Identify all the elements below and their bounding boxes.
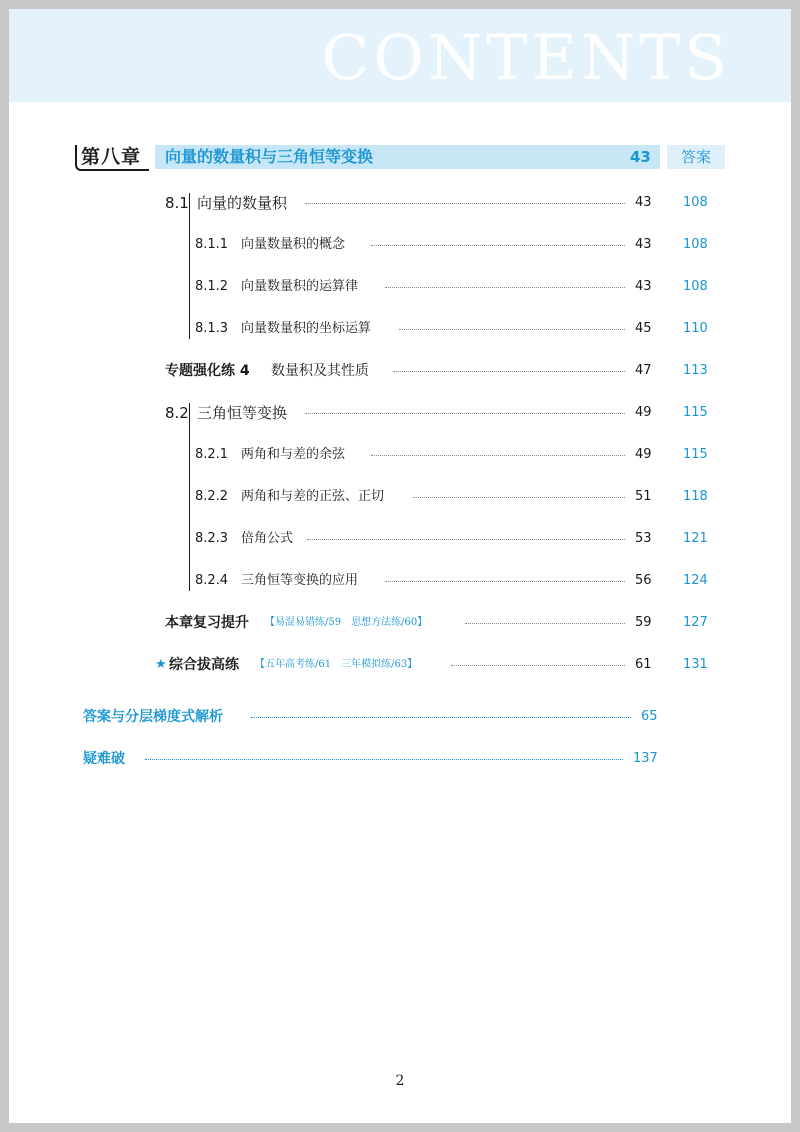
entry-page: 43 [635, 195, 652, 210]
entry-answer-page: 115 [683, 405, 708, 420]
header-banner [9, 9, 791, 102]
toc-entry-8-1-3[interactable] [195, 318, 725, 340]
leader-dots [371, 245, 625, 246]
chapter-label: 第八章 [81, 146, 142, 168]
leader-dots [145, 759, 623, 760]
entry-title: 向量数量积的概念 [241, 237, 346, 252]
entry-answer-page: 115 [683, 447, 708, 462]
section-8-1-line [189, 193, 190, 339]
entry-page: 45 [635, 321, 652, 336]
toc-entry-8-2-1[interactable] [195, 444, 725, 466]
entry-page: 56 [635, 573, 652, 588]
toc-entry-8-2-3[interactable] [195, 528, 725, 550]
toc-entry-8-2-2[interactable] [195, 486, 725, 508]
leader-dots [307, 539, 625, 540]
leader-dots [251, 717, 631, 718]
entry-title: 本章复习提升 [165, 615, 249, 631]
entry-answer-page: 110 [683, 321, 708, 336]
toc-page [9, 9, 791, 1123]
entry-title: 向量数量积的坐标运算 [241, 321, 372, 336]
entry-page: 49 [635, 447, 652, 462]
entry-number: 8.2.1 [195, 447, 229, 462]
entry-page: 61 [635, 657, 652, 672]
entry-number: 专题强化练 4 [165, 363, 250, 379]
entry-title: 数量积及其性质 [271, 363, 369, 379]
toc-entry-answers[interactable] [83, 706, 663, 728]
page-number: 2 [395, 1073, 405, 1089]
leader-dots [465, 623, 625, 624]
star-icon: ★ [155, 657, 167, 672]
entry-tag: 【五年高考练/61 三年模拟练/63】 [255, 659, 418, 670]
entry-number: 8.2.4 [195, 573, 229, 588]
toc-entry-comprehensive-practice[interactable] [155, 654, 725, 676]
toc-entry-chapter-review[interactable] [165, 612, 725, 634]
leader-dots [385, 287, 625, 288]
section-8-2-line [189, 403, 190, 591]
entry-page: 59 [635, 615, 652, 630]
contents-watermark: CONTENTS [321, 21, 731, 94]
toc-entry-8-2[interactable] [165, 402, 725, 424]
leader-dots [371, 455, 625, 456]
chapter-page: 43 [630, 148, 651, 166]
entry-title: 向量的数量积 [197, 194, 288, 212]
entry-answer-page: 131 [683, 657, 708, 672]
toc-entry-8-1-2[interactable] [195, 276, 725, 298]
entry-title: 疑难破 [83, 751, 125, 767]
answer-column-header: 答案 [667, 145, 725, 169]
entry-title: 两角和与差的正弦、正切 [241, 489, 385, 504]
entry-title: 综合拔高练 [169, 657, 239, 673]
entry-title: 倍角公式 [241, 531, 294, 546]
entry-number: 8.1.2 [195, 279, 229, 294]
leader-dots [305, 203, 625, 204]
entry-answer-page: 124 [683, 573, 708, 588]
entry-page: 51 [635, 489, 652, 504]
entry-page: 137 [633, 751, 658, 766]
entry-page: 65 [641, 709, 658, 724]
toc-entry-special-practice-4[interactable] [165, 360, 725, 382]
entry-number: 8.2.2 [195, 489, 229, 504]
entry-page: 43 [635, 279, 652, 294]
entry-page: 47 [635, 363, 652, 378]
entry-number: 8.1 [165, 194, 189, 212]
entry-answer-page: 121 [683, 531, 708, 546]
entry-answer-page: 118 [683, 489, 708, 504]
entry-answer-page: 108 [683, 279, 708, 294]
chapter-header[interactable] [75, 145, 725, 171]
entry-answer-page: 113 [683, 363, 708, 378]
entry-title: 向量数量积的运算律 [241, 279, 359, 294]
entry-tag: 【易混易错练/59 思想方法练/60】 [265, 617, 428, 628]
entry-title: 三角恒等变换 [197, 404, 288, 422]
entry-page: 43 [635, 237, 652, 252]
entry-answer-page: 108 [683, 195, 708, 210]
leader-dots [385, 581, 625, 582]
entry-answer-page: 108 [683, 237, 708, 252]
toc-entry-8-1[interactable] [165, 192, 725, 214]
leader-dots [413, 497, 625, 498]
toc-entry-8-1-1[interactable] [195, 234, 725, 256]
entry-answer-page: 127 [683, 615, 708, 630]
entry-page: 49 [635, 405, 652, 420]
entry-page: 53 [635, 531, 652, 546]
entry-title: 答案与分层梯度式解析 [83, 709, 223, 725]
entry-number: 8.1.1 [195, 237, 229, 252]
chapter-title: 向量的数量积与三角恒等变换 [165, 147, 374, 166]
leader-dots [399, 329, 625, 330]
entry-number: 8.2.3 [195, 531, 229, 546]
entry-title: 三角恒等变换的应用 [241, 573, 359, 588]
entry-number: 8.1.3 [195, 321, 229, 336]
toc-entry-difficult-problems[interactable] [83, 748, 663, 770]
leader-dots [393, 371, 625, 372]
entry-title: 两角和与差的余弦 [241, 447, 346, 462]
leader-dots [451, 665, 625, 666]
leader-dots [305, 413, 625, 414]
entry-number: 8.2 [165, 404, 189, 422]
toc-entry-8-2-4[interactable] [195, 570, 725, 592]
